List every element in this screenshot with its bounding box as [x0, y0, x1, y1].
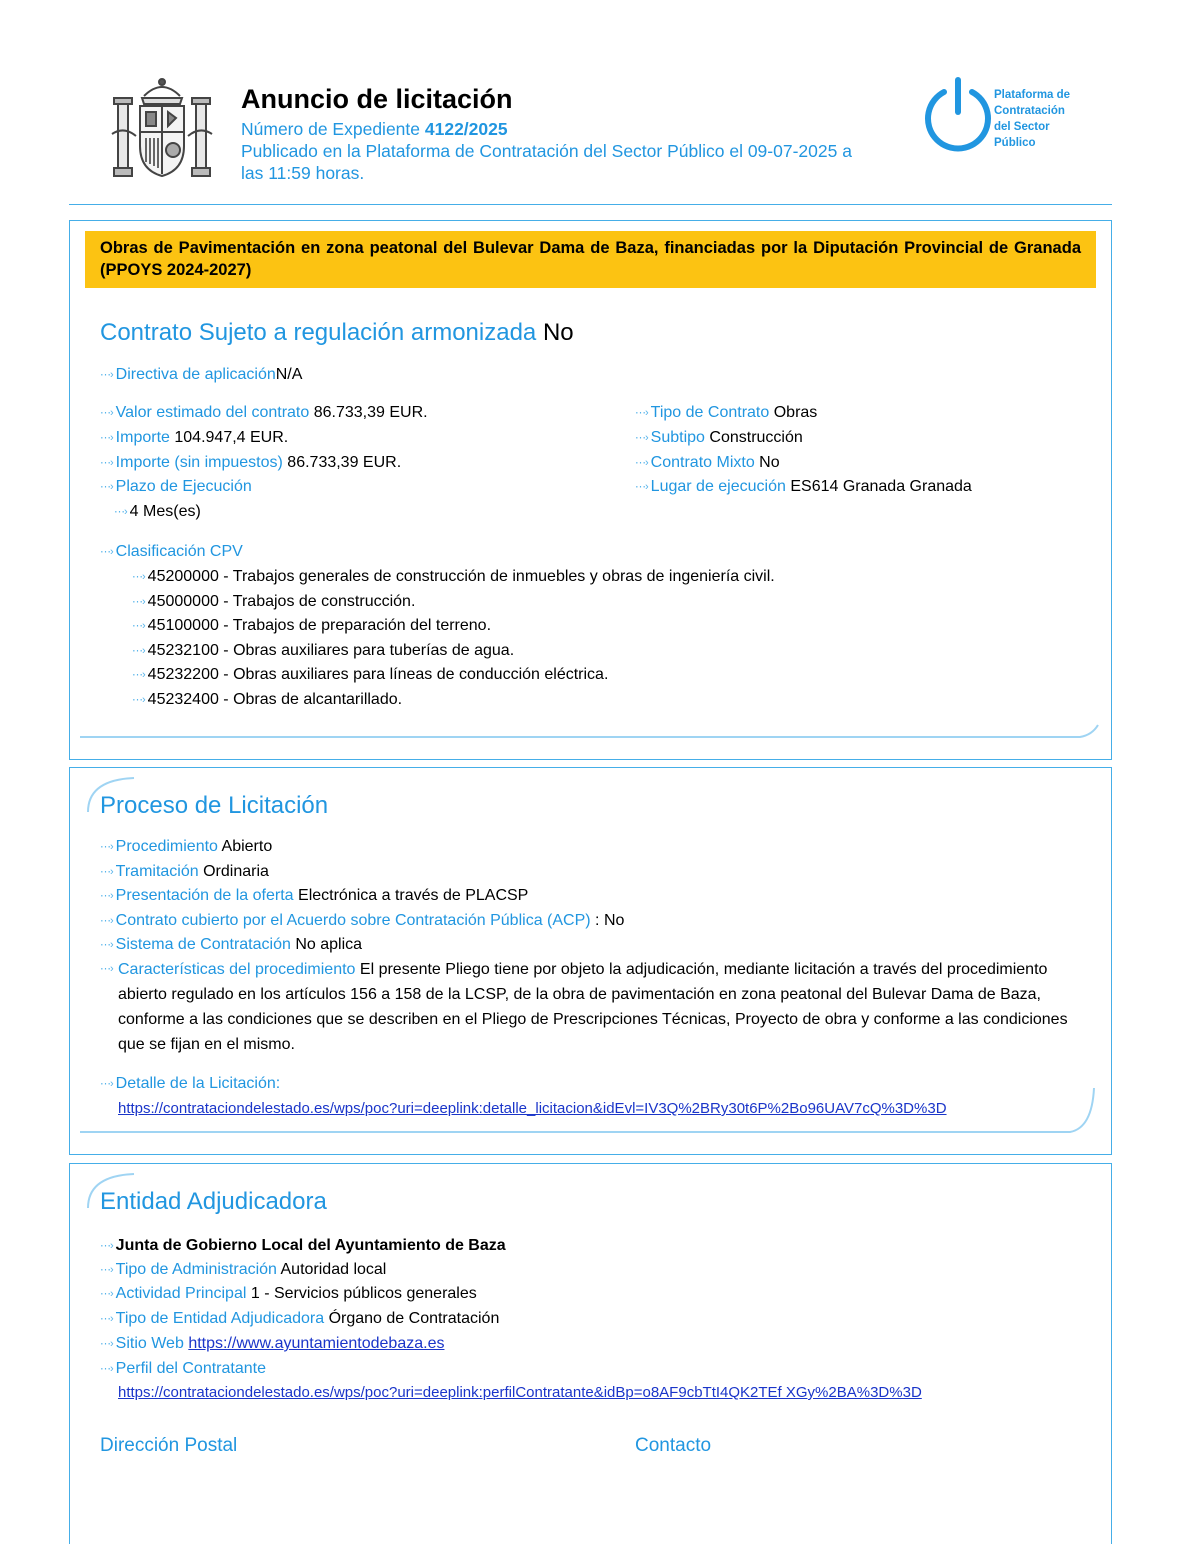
perfil-contratante-link[interactable]: https://contrataciondelestado.es/wps/poc?uri=deeplink:perfilContratante&idBp=o8AF9cbTtI4QK2TEf XGy%2BA%3D%3D: [118, 1384, 922, 1401]
dotted-arrow-icon: ⋯›: [100, 1288, 113, 1300]
decorative-swoosh: [80, 721, 1100, 741]
dotted-arrow-icon: ⋯›: [100, 939, 113, 951]
dotted-arrow-icon: ⋯›: [100, 841, 113, 853]
plazo-value-row: ⋯› 4 Mes(es): [114, 503, 201, 520]
dotted-arrow-icon: ⋯›: [100, 1264, 113, 1276]
armonizada-heading: Contrato Sujeto a regulación armonizada No: [100, 319, 574, 346]
contract-section: [69, 220, 1112, 760]
dotted-arrow-icon: ⋯›: [132, 571, 145, 583]
expediente-label: Número de Expediente: [241, 119, 420, 139]
dotted-arrow-icon: ⋯›: [100, 407, 113, 419]
entidad-nombre-row: ⋯› Junta de Gobierno Local del Ayuntamiento de Baza: [100, 1237, 506, 1254]
contrato-mixto-row: ⋯› Contrato Mixto No: [635, 454, 780, 471]
tramitacion-row: ⋯› Tramitación Ordinaria: [100, 863, 269, 880]
dotted-arrow-icon: ⋯›: [635, 457, 648, 469]
valor-row: ⋯› Valor estimado del contrato 86.733,39 EUR.: [100, 404, 428, 421]
dotted-arrow-icon: ⋯›: [100, 457, 113, 469]
tipo-contrato-row: ⋯› Tipo de Contrato Obras: [635, 404, 818, 421]
dotted-arrow-icon: ⋯›: [635, 407, 648, 419]
dotted-arrow-icon: ⋯›: [132, 645, 145, 657]
cpv-item: ⋯› 45000000 - Trabajos de construcción.: [132, 593, 416, 610]
expediente-number: 4122/2025: [424, 119, 508, 139]
dotted-arrow-icon: ⋯›: [100, 866, 113, 878]
dotted-arrow-icon: ⋯›: [132, 669, 145, 681]
dotted-arrow-icon: ⋯›: [132, 620, 145, 632]
cpv-item: ⋯› 45100000 - Trabajos de preparación del terreno.: [132, 617, 492, 634]
expediente-line: [241, 118, 508, 140]
entidad-section: [69, 1163, 1112, 1544]
sitio-web-link[interactable]: https://www.ayuntamientodebaza.es: [188, 1335, 445, 1352]
subtipo-row: ⋯› Subtipo Construcción: [635, 429, 803, 446]
lugar-ejecucion-row: ⋯› Lugar de ejecución ES614 Granada Granada: [635, 478, 972, 495]
dotted-arrow-icon: ⋯›: [132, 596, 145, 608]
dotted-arrow-icon: ⋯›: [100, 1240, 113, 1252]
direccion-postal-heading: Dirección Postal: [100, 1435, 238, 1456]
cpv-item: ⋯› 45232400 - Obras de alcantarillado.: [132, 691, 403, 708]
header-divider: [69, 204, 1112, 205]
dotted-arrow-icon: ⋯›: [100, 963, 113, 975]
proceso-section: [69, 767, 1112, 1155]
decorative-swoosh: [80, 1078, 1100, 1138]
sitio-web-row: ⋯› Sitio Web https://www.ayuntamientodebaza.es: [100, 1335, 445, 1352]
tipo-administracion-row: ⋯› Tipo de Administración Autoridad local: [100, 1261, 387, 1278]
perfil-row: ⋯› Perfil del Contratante: [100, 1360, 266, 1377]
dotted-arrow-icon: ⋯›: [635, 481, 648, 493]
page-title: Anuncio de licitación: [241, 84, 513, 114]
dotted-arrow-icon: ⋯›: [100, 1338, 113, 1350]
dotted-arrow-icon: ⋯›: [100, 890, 113, 902]
acp-row: ⋯› Contrato cubierto por el Acuerdo sobre Contratación Pública (ACP) : No: [100, 912, 625, 929]
contacto-heading: Contacto: [635, 1435, 712, 1456]
detalle-row: ⋯› Detalle de la Licitación:: [100, 1075, 281, 1092]
dotted-arrow-icon: ⋯›: [100, 1078, 113, 1090]
directiva-row: ⋯› Directiva de aplicaciónN/A: [100, 366, 303, 383]
dotted-arrow-icon: ⋯›: [100, 481, 113, 493]
published-line-2: las 11:59 horas.: [241, 163, 365, 183]
dotted-arrow-icon: ⋯›: [114, 506, 127, 518]
cpv-heading-row: ⋯› Clasificación CPV: [100, 543, 243, 560]
dotted-arrow-icon: ⋯›: [132, 694, 145, 706]
dotted-arrow-icon: ⋯›: [100, 546, 113, 558]
importe-sin-impuestos-row: ⋯› Importe (sin impuestos) 86.733,39 EUR.: [100, 454, 402, 471]
dotted-arrow-icon: ⋯›: [100, 369, 113, 381]
perfil-link-row: [118, 1382, 922, 1404]
procedimiento-row: ⋯› Procedimiento Abierto: [100, 838, 273, 855]
importe-row: ⋯› Importe 104.947,4 EUR.: [100, 429, 289, 446]
caracteristicas-bullet: [100, 958, 116, 981]
plazo-row: ⋯› Plazo de Ejecución: [100, 478, 252, 495]
presentacion-row: ⋯› Presentación de la oferta Electrónica a través de PLACSP: [100, 887, 529, 904]
actividad-row: ⋯› Actividad Principal 1 - Servicios públicos generales: [100, 1285, 477, 1302]
dotted-arrow-icon: ⋯›: [100, 1363, 113, 1375]
power-icon: [918, 76, 998, 156]
contract-title: Obras de Pavimentación en zona peatonal del Bulevar Dama de Baza, financiadas por la Diputación Provincial de Granada (PPOYS 2024-2027): [85, 231, 1096, 288]
cpv-item: ⋯› 45200000 - Trabajos generales de construcción de inmuebles y obras de ingeniería civil.: [132, 568, 775, 585]
cpv-item: ⋯› 45232200 - Obras auxiliares para líneas de conducción eléctrica.: [132, 666, 609, 683]
coat-of-arms-icon: [110, 74, 214, 184]
entidad-heading: Entidad Adjudicadora: [100, 1188, 327, 1215]
platform-logo-text: Plataforma de Contratación del Sector Público: [994, 89, 1071, 149]
page-header: [0, 0, 1181, 210]
sistema-row: ⋯› Sistema de Contratación No aplica: [100, 936, 363, 953]
dotted-arrow-icon: ⋯›: [100, 432, 113, 444]
dotted-arrow-icon: ⋯›: [100, 915, 113, 927]
dotted-arrow-icon: ⋯›: [635, 432, 648, 444]
proceso-heading: Proceso de Licitación: [100, 792, 329, 819]
caracteristicas-row: Características del procedimiento El presente Pliego tiene por objeto la adjudicación, mediante licitación a través del procedimiento abierto regulado en los artículos 156 a 158 de la LCSP, de la obra de pavimentación en zona peatonal del Bulevar Dama de Baza, conforme a las condiciones que se describen en el Pliego de Prescripciones Técnicas, Proyecto de obra y conforme a las condiciones que se fijan en el mismo.: [118, 961, 1068, 1053]
published-line-1: Publicado en la Plataforma de Contratación del Sector Público el 09-07-2025 a: [241, 141, 852, 161]
dotted-arrow-icon: ⋯›: [100, 1313, 113, 1325]
detalle-licitacion-link[interactable]: https://contrataciondelestado.es/wps/poc?uri=deeplink:detalle_licitacion&idEvl=IV3Q%2BRy30t6P%2Bo96UAV7cQ%3D%3D: [118, 1100, 947, 1117]
tipo-entidad-row: ⋯› Tipo de Entidad Adjudicadora Órgano de Contratación: [100, 1310, 500, 1327]
cpv-item: ⋯› 45232100 - Obras auxiliares para tuberías de agua.: [132, 642, 515, 659]
